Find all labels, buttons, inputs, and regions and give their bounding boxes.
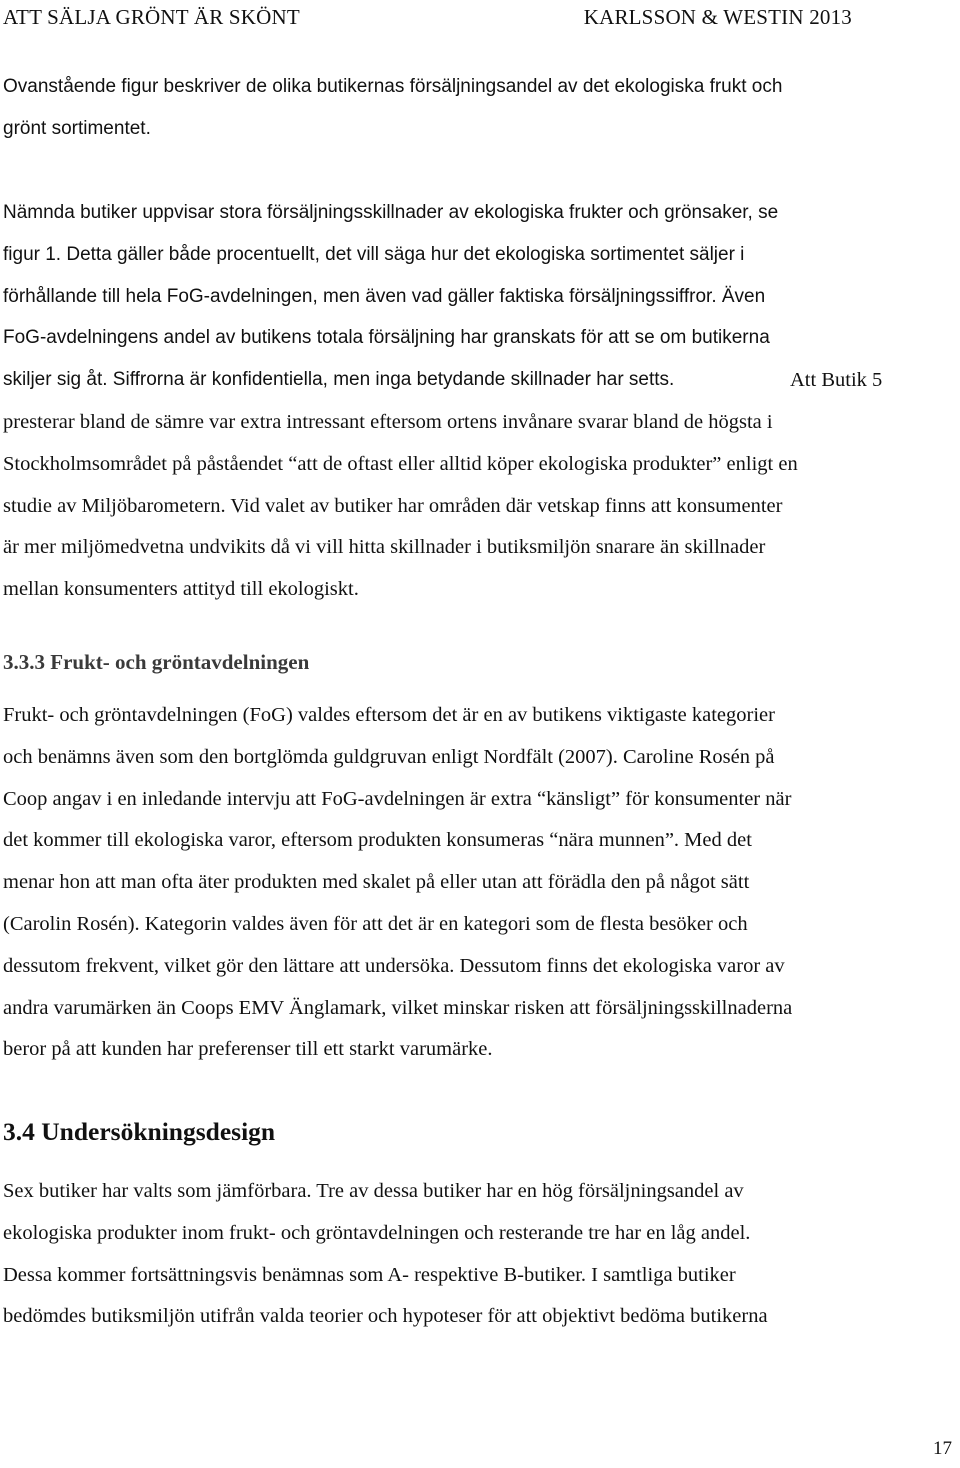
text-line: bedömdes butiksmiljön utifrån valda teorier och hypoteser för att objektivt bedöma butikerna (3, 1305, 768, 1328)
text-line: menar hon att man ofta äter produkten med skalet på eller utan att förädla den på något sätt (3, 871, 750, 894)
text-line: Att Butik 5 (790, 369, 883, 391)
text-line: förhållande till hela FoG-avdelningen, men även vad gäller faktiska försäljningssiffror. Även (3, 285, 766, 307)
text-line: ekologiska produkter inom frukt- och gröntavdelningen och resterande tre har en låg andel. (3, 1221, 751, 1244)
paragraph-butik5 (3, 402, 958, 611)
text-line: Nämnda butiker uppvisar stora försäljningsskillnader av ekologiska frukter och grönsaker, se (3, 202, 779, 223)
text-line: och benämns även som den bortglömda guldgruvan enligt Nordfält (2007). Caroline Rosén på (3, 745, 775, 768)
text-line: presterar bland de sämre var extra intressant eftersom ortens invånare svarar bland de högsta i (3, 411, 773, 433)
text-line: Dessa kommer fortsättningsvis benämnas som A- respektive B-butiker. I samtliga butiker (3, 1263, 736, 1286)
section-heading-3-4: 3.4 Undersökningsdesign (3, 1117, 276, 1146)
text-line: Ovanstående figur beskriver de olika butikernas försäljningsandel av det ekologiska frukt och (3, 76, 783, 97)
text-line: är mer miljömedvetna undvikits då vi vill hitta skillnader i butiksmiljön snarare än skillnader (3, 536, 766, 559)
text-line: skiljer sig åt. Siffrorna är konfidentiella, men inga betydande skillnader har setts. (3, 369, 675, 391)
paragraph-figure-description (3, 66, 958, 150)
text-line: mellan konsumenters attityd till ekologiskt. (3, 578, 359, 601)
text-line: Coop angav i en inledande intervju att FoG-avdelningen är extra “känsligt” för konsumenter när (3, 787, 792, 810)
header-title: ATT SÄLJA GRÖNT ÄR SKÖNT (3, 4, 300, 29)
text-line: Stockholmsområdet på påståendet “att de oftast eller alltid köper ekologiska produkter” enligt en (3, 452, 798, 475)
running-header (3, 2, 852, 32)
page-number: 17 (933, 1438, 952, 1459)
text-line: figur 1. Detta gäller både procentuellt, det vill säga hur det ekologiska sortimentet säljer i (3, 243, 745, 265)
paragraph-research-design (3, 1171, 958, 1338)
text-line: grönt sortimentet. (3, 117, 151, 139)
text-line: Sex butiker har valts som jämförbara. Tre av dessa butiker har en hög försäljningsandel av (3, 1180, 744, 1202)
text-line: det kommer till ekologiska varor, eftersom produkten konsumeras “nära munnen”. Med det (3, 829, 752, 852)
text-line: andra varumärken än Coops EMV Änglamark, vilket minskar risken att försäljningsskillnaderna (3, 996, 793, 1019)
paragraph-butik5-start (790, 360, 960, 402)
text-line: (Carolin Rosén). Kategorin valdes även för att det är en kategori som de flesta besöker och (3, 912, 748, 935)
text-line: beror på att kunden har preferenser till ett starkt varumärke. (3, 1038, 493, 1061)
text-line: studie av Miljöbarometern. Vid valet av butiker har områden där vetskap finns att konsumenter (3, 494, 783, 517)
header-authors: KARLSSON & WESTIN 2013 (583, 4, 852, 29)
text-line: Frukt- och gröntavdelningen (FoG) valdes eftersom det är en av butikens viktigaste kategorier (3, 704, 775, 726)
paragraph-fog-section (3, 695, 958, 1071)
text-line: dessutom frekvent, vilket gör den lättare att undersöka. Dessutom finns det ekologiska varor av (3, 954, 785, 977)
section-heading-3-3-3: 3.3.3 Frukt- och gröntavdelningen (3, 650, 310, 674)
text-line: FoG-avdelningens andel av butikens totala försäljning har granskats för att se om butikerna (3, 327, 770, 349)
